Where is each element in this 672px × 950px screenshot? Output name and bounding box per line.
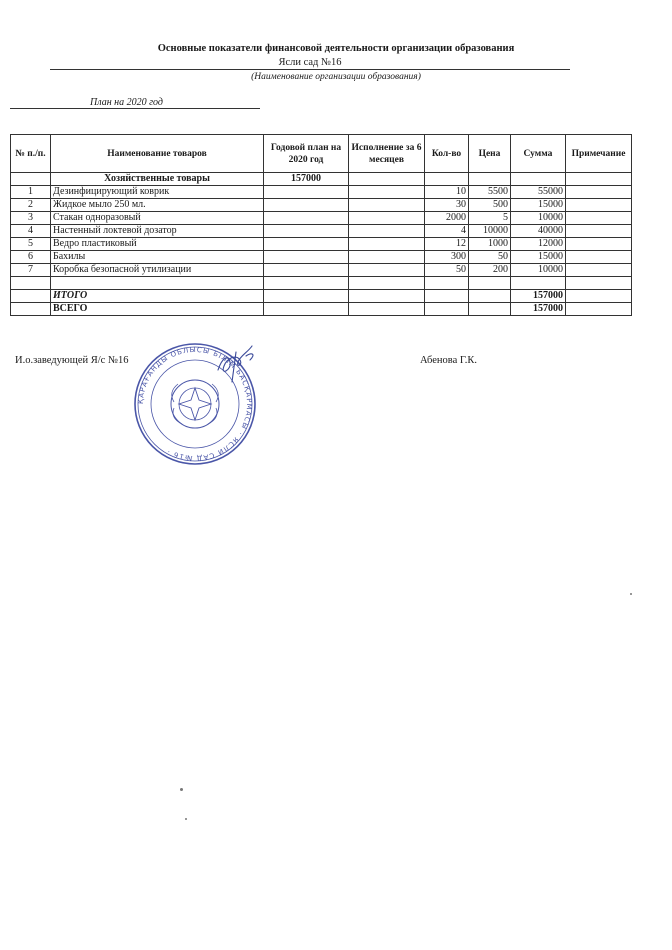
grand-sum: 157000 <box>511 303 566 316</box>
cell-sum: 10000 <box>511 264 566 277</box>
header-qty: Кол-во <box>425 135 469 173</box>
cell-price: 10000 <box>469 225 511 238</box>
cell-name: Дезинфицирующий коврик <box>51 186 264 199</box>
header-execution: Исполнение за 6 месяцев <box>349 135 425 173</box>
cell-name: Жидкое мыло 250 мл. <box>51 199 264 212</box>
cell-price: 50 <box>469 251 511 264</box>
cell-num: 4 <box>11 225 51 238</box>
header-sum: Сумма <box>511 135 566 173</box>
cell-price: 1000 <box>469 238 511 251</box>
goods-rows <box>11 186 632 277</box>
header-note: Примечание <box>566 135 632 173</box>
table-row <box>11 251 632 264</box>
cell-sum: 12000 <box>511 238 566 251</box>
header-name: Наименование товаров <box>51 135 264 173</box>
goods-table <box>10 134 632 316</box>
cell-qty: 12 <box>425 238 469 251</box>
cell-qty: 30 <box>425 199 469 212</box>
table-row <box>11 199 632 212</box>
cell-num: 5 <box>11 238 51 251</box>
table-row-empty <box>11 277 632 290</box>
total-row <box>11 290 632 303</box>
cell-price: 5500 <box>469 186 511 199</box>
cell-name: Бахилы <box>51 251 264 264</box>
total-label: ИТОГО <box>51 290 264 303</box>
plan-year: План на 2020 год <box>10 97 260 109</box>
cell-sum: 10000 <box>511 212 566 225</box>
cell-num: 7 <box>11 264 51 277</box>
cell-num: 6 <box>11 251 51 264</box>
cell-qty: 2000 <box>425 212 469 225</box>
cell-price: 200 <box>469 264 511 277</box>
cell-name: Настенный локтевой дозатор <box>51 225 264 238</box>
organization-name: Ясли сад №16 <box>50 57 570 70</box>
svg-text:ҚАРАҒАНДЫ ОБЛЫСЫ БІЛІМ БАСҚАРМ: ҚАРАҒАНДЫ ОБЛЫСЫ БІЛІМ БАСҚАРМАСЫ · ЯСЛИ САД №16 · <box>136 345 254 463</box>
grand-label: ВСЕГО <box>51 303 264 316</box>
total-sum: 157000 <box>511 290 566 303</box>
organization-caption: (Наименование организации образования) <box>251 72 421 82</box>
table-row <box>11 264 632 277</box>
cell-sum: 55000 <box>511 186 566 199</box>
group-name: Хозяйственные товары <box>51 173 264 186</box>
cell-name: Коробка безопасной утилизации <box>51 264 264 277</box>
table-row <box>11 186 632 199</box>
table-row <box>11 212 632 225</box>
cell-qty: 50 <box>425 264 469 277</box>
cell-price: 500 <box>469 199 511 212</box>
cell-price: 5 <box>469 212 511 225</box>
grand-total-row <box>11 303 632 316</box>
cell-name: Стакан одноразовый <box>51 212 264 225</box>
table-row <box>11 225 632 238</box>
cell-num: 1 <box>11 186 51 199</box>
signature-name: Абенова Г.К. <box>420 355 478 366</box>
signature-position: И.о.заведующей Я/с №16 <box>15 355 129 366</box>
header-num: № п./п. <box>11 135 51 173</box>
page-title: Основные показатели финансовой деятельности организации образования <box>157 43 515 54</box>
scan-dot <box>185 818 187 820</box>
official-stamp <box>118 342 288 467</box>
scan-dot <box>180 788 183 791</box>
scan-dot <box>630 593 632 595</box>
header-price: Цена <box>469 135 511 173</box>
group-annual-plan: 157000 <box>264 173 349 186</box>
cell-sum: 15000 <box>511 199 566 212</box>
header-annual-plan: Годовой план на 2020 год <box>264 135 349 173</box>
cell-sum: 40000 <box>511 225 566 238</box>
cell-qty: 300 <box>425 251 469 264</box>
cell-num: 2 <box>11 199 51 212</box>
table-row <box>11 238 632 251</box>
cell-num: 3 <box>11 212 51 225</box>
cell-name: Ведро пластиковый <box>51 238 264 251</box>
group-row <box>11 173 632 186</box>
table-header-row <box>11 135 632 173</box>
cell-qty: 10 <box>425 186 469 199</box>
cell-qty: 4 <box>425 225 469 238</box>
cell-sum: 15000 <box>511 251 566 264</box>
